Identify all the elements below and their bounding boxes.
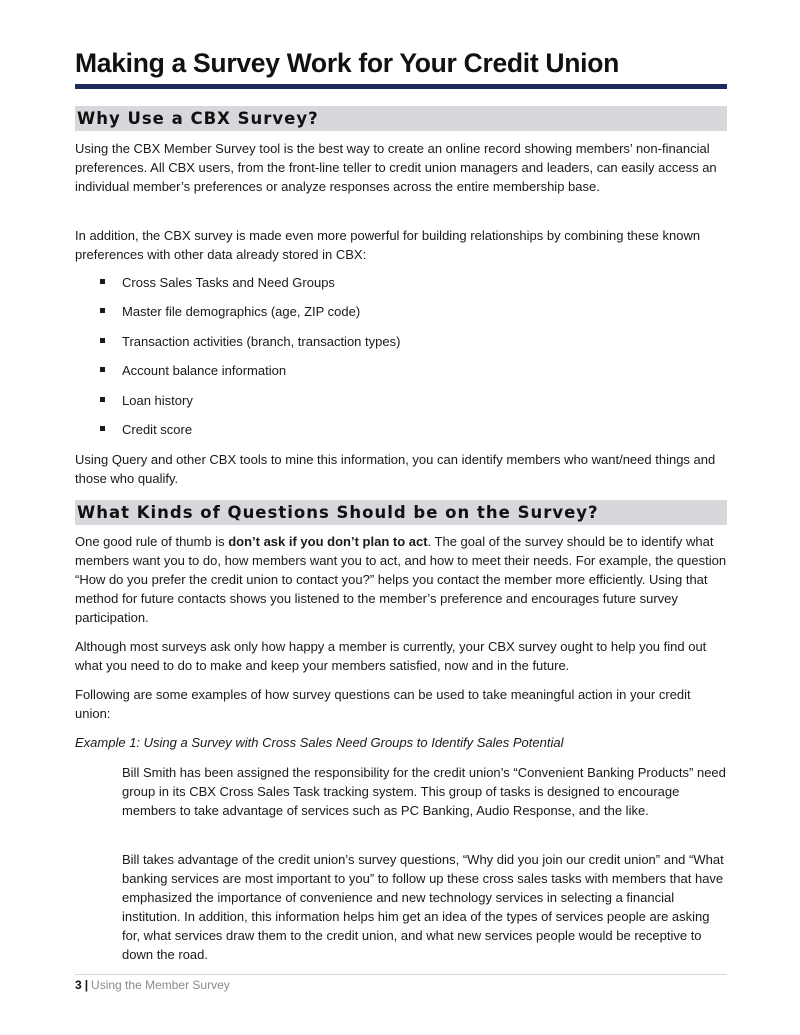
- page-footer: [75, 977, 230, 994]
- section2-paragraph-1: One good rule of thumb is don’t ask if you don’t plan to act. The goal of the survey should be to identify what members want you to do, how members want you to act, and how to meet their needs. For example, the question “How do you prefer the credit union to contact you?” helps you contact the member more efficiently. Using that method for future contacts shows you listened to the member’s preference and encourages future survey participation.: [75, 534, 727, 625]
- bullet-square-icon: [100, 397, 105, 402]
- bullet-square-icon: [100, 367, 105, 372]
- section1-paragraph-1: Using the CBX Member Survey tool is the best way to create an online record showing members’ non-financial preferences. All CBX users, from the front-line teller to credit union managers and leaders, can easily access an individual member’s preferences or analyze responses across the entire membership base.: [75, 141, 717, 194]
- footer-title: Using the Member Survey: [91, 978, 230, 992]
- section1-paragraph-3: Using Query and other CBX tools to mine this information, you can identify members who want/need things and those who qualify.: [75, 452, 716, 486]
- section1-paragraph-2: In addition, the CBX survey is made even more powerful for building relationships by combining these known preferences with other data already stored in CBX:: [75, 228, 701, 262]
- page-number: 3: [75, 978, 82, 992]
- list-item: Transaction activities (branch, transaction types): [75, 332, 400, 361]
- rule-of-thumb-emphasis: don’t ask if you don’t plan to act: [228, 534, 428, 549]
- list-item: Loan history: [75, 391, 400, 420]
- title-divider: [75, 84, 727, 89]
- example-paragraph-2: Bill takes advantage of the credit union’s survey questions, “Why did you join our credit union” and “What banking services are most important to you” to follow up these cross sales tasks with members that have emphasized the importance of convenience and new technology services in selecting a financial institution. In addition, this information helps him get an idea of the types of services people are asking for, what services draw them to the credit union, and what new services people would be receptive to down the road.: [122, 852, 724, 962]
- data-sources-list: [75, 273, 400, 449]
- example-heading: Example 1: Using a Survey with Cross Sales Need Groups to Identify Sales Potential: [75, 735, 564, 750]
- list-item: Account balance information: [75, 361, 400, 390]
- bullet-square-icon: [100, 279, 105, 284]
- list-item: Cross Sales Tasks and Need Groups: [75, 273, 400, 302]
- list-item: Credit score: [75, 420, 400, 449]
- section2-paragraph-2: Although most surveys ask only how happy a member is currently, your CBX survey ought to help you find out what you need to do to make and keep your members satisfied, now and in the future.: [75, 639, 707, 673]
- section-heading-question-kinds: What Kinds of Questions Should be on the Survey?: [75, 500, 727, 525]
- footer-divider: [75, 974, 727, 975]
- bullet-square-icon: [100, 308, 105, 313]
- footer-separator: |: [84, 978, 89, 992]
- section2-paragraph-3: Following are some examples of how survey questions can be used to take meaningful action in your credit union:: [75, 687, 691, 721]
- bullet-square-icon: [100, 338, 105, 343]
- example-paragraph-1: Bill Smith has been assigned the responsibility for the credit union’s “Convenient Banking Products” need group in its CBX Cross Sales Task tracking system. This group of tasks is designed to encourage members to take advantage of services such as PC Banking, Audio Response, and the like.: [122, 765, 726, 818]
- page-title: Making a Survey Work for Your Credit Union: [75, 48, 619, 78]
- list-item: Master file demographics (age, ZIP code): [75, 302, 400, 331]
- bullet-square-icon: [100, 426, 105, 431]
- section-heading-why-use: Why Use a CBX Survey?: [75, 106, 727, 131]
